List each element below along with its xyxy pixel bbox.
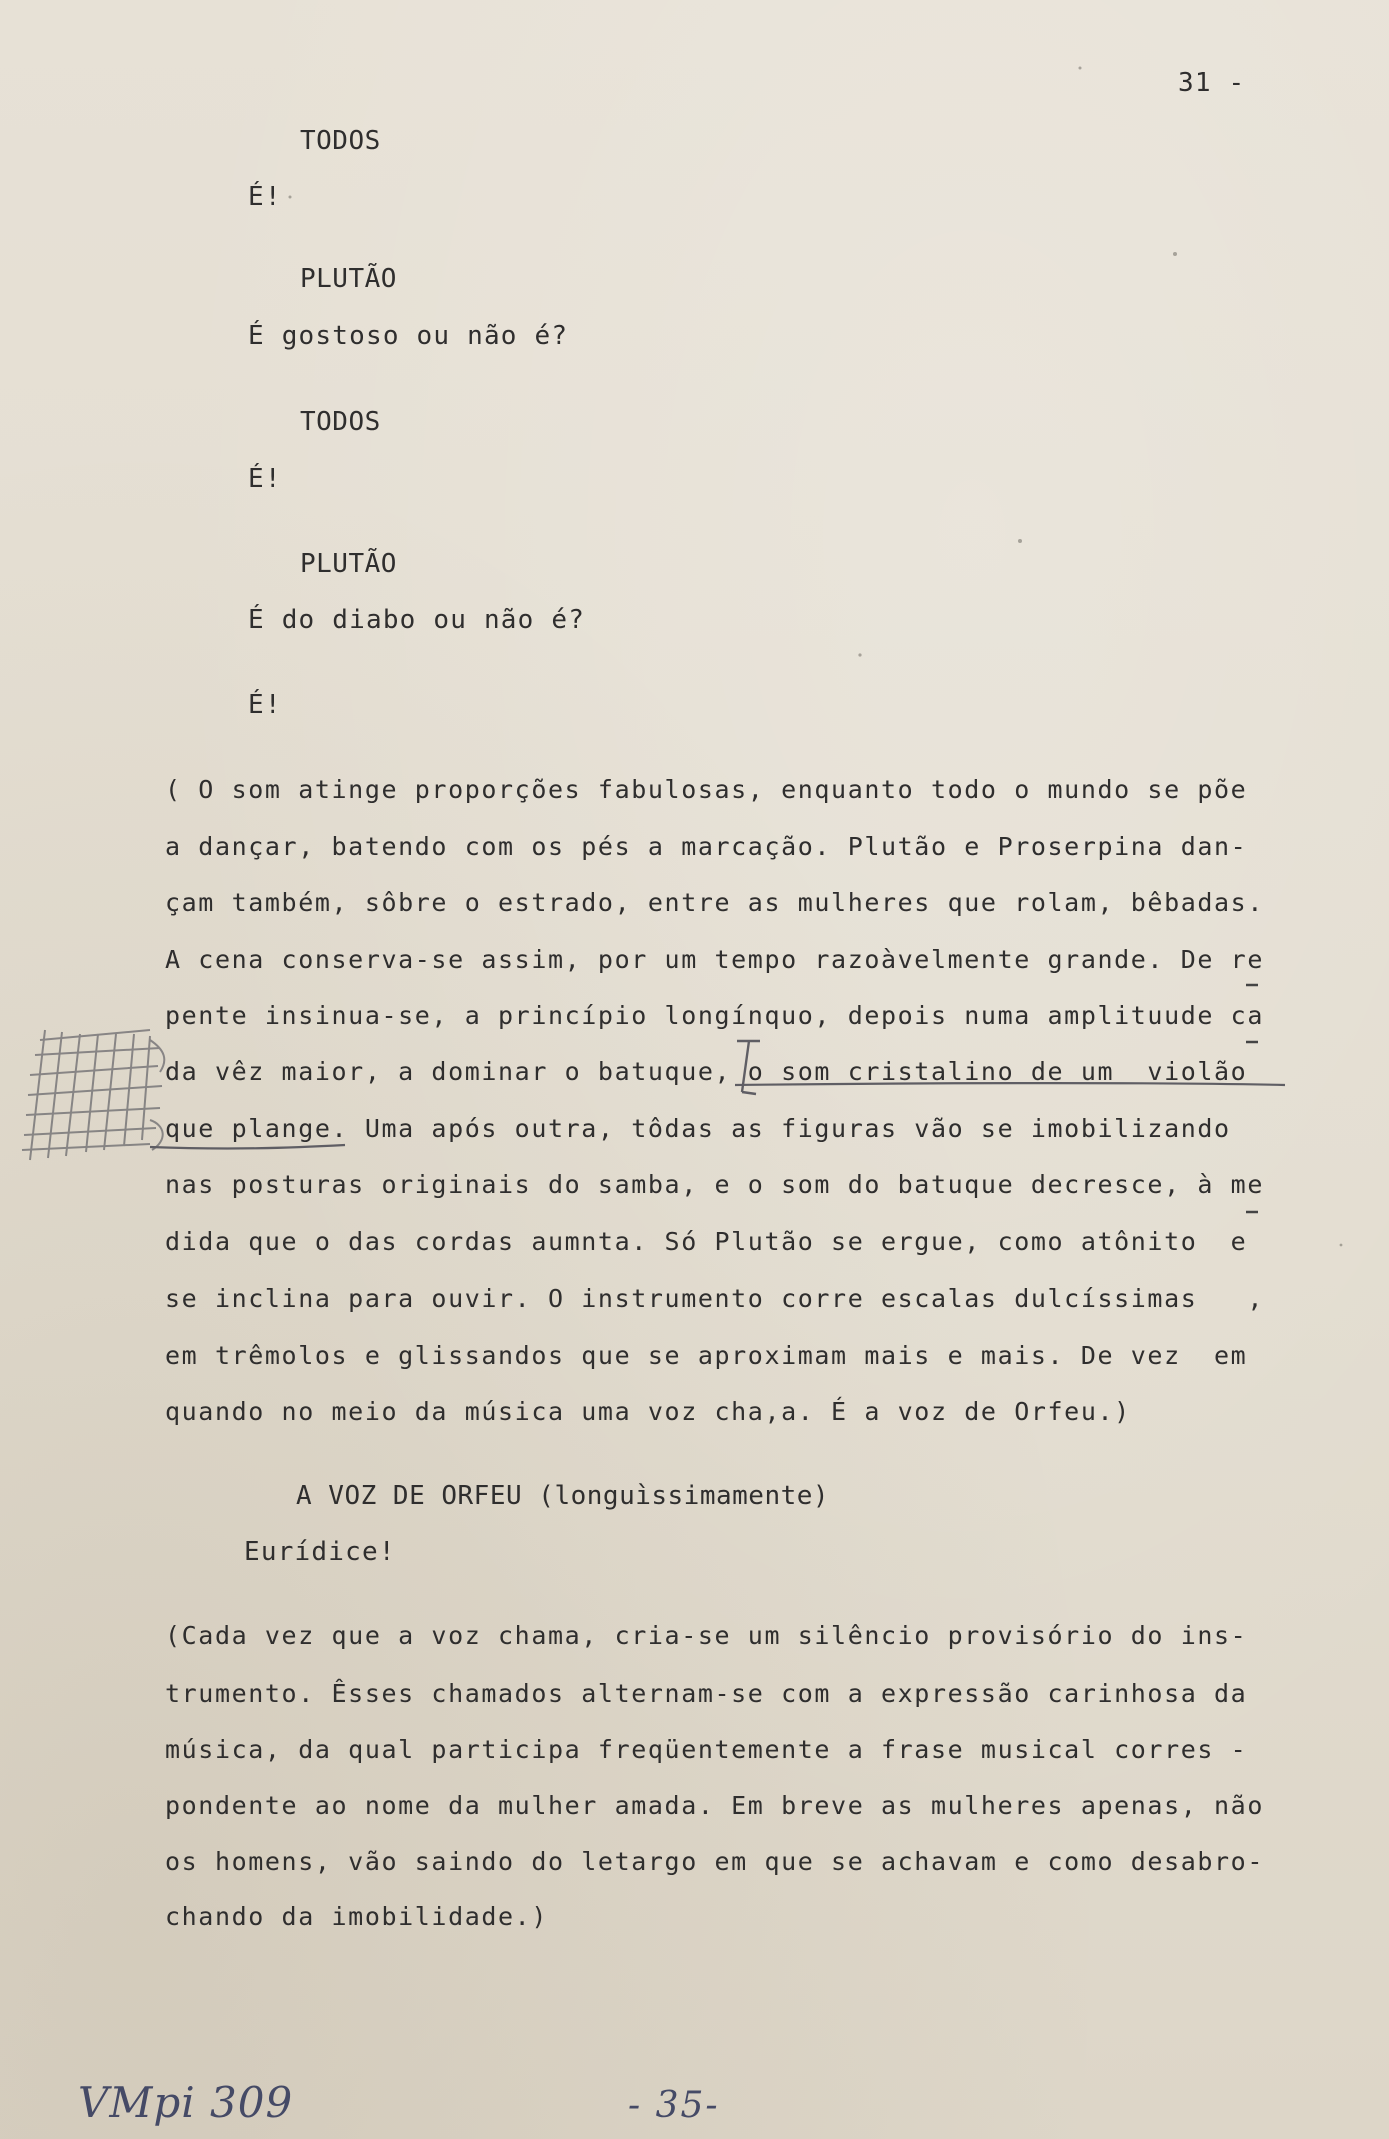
stage-direction-line: a dançar, batendo com os pés a marcação. Plutão e Proserpina dan- (165, 832, 1248, 861)
insert-bracket (737, 1041, 760, 1094)
stage-direction-line: que plange. Uma após outra, tôdas as figuras vão se imobilizando (165, 1114, 1231, 1143)
stage-direction-line: dida que o das cordas aumnta. Só Plutão se ergue, como atônito e (165, 1227, 1248, 1256)
stage-direction-line: nas posturas originais do samba, e o som do batuque decresce, à me (165, 1170, 1264, 1199)
dialogue-line: É do diabo ou não é? (248, 605, 586, 635)
stage-direction-line: pente insinua-se, a princípio longínquo, depois numa amplituude ca (165, 1001, 1264, 1030)
speaker-name: PLUTÃO (300, 549, 397, 579)
margin-scribble (22, 1030, 164, 1160)
stage-direction-line: pondente ao nome da mulher amada. Em breve as mulheres apenas, não (165, 1791, 1264, 1820)
speaker-name: PLUTÃO (300, 264, 397, 294)
stage-direction-line: ( O som atinge proporções fabulosas, enquanto todo o mundo se põe (165, 775, 1248, 804)
page-number: 31 - (1178, 68, 1246, 98)
stage-direction-line: çam também, sôbre o estrado, entre as mulheres que rolam, bêbadas. (165, 888, 1264, 917)
speaker-name: TODOS (300, 407, 381, 437)
archive-mark: VMpi 309 (78, 2078, 294, 2127)
stage-direction-line: se inclina para ouvir. O instrumento corre escalas dulcíssimas , (165, 1284, 1264, 1313)
speaker-name: TODOS (300, 126, 381, 156)
voice-speaker: A VOZ DE ORFEU (longuìssimamente) (296, 1481, 830, 1511)
stage-direction-line: (Cada vez que a voz chama, cria-se um silêncio provisório do ins- (165, 1621, 1248, 1650)
stage-direction-line: A cena conserva-se assim, por um tempo razoàvelmente grande. De re (165, 945, 1264, 974)
stage-direction-line: chando da imobilidade.) (165, 1902, 548, 1931)
dialogue-line: É! (248, 690, 282, 720)
stage-direction-line: em trêmolos e glissandos que se aproximam mais e mais. De vez em (165, 1341, 1248, 1370)
voice-line: Eurídice! (244, 1537, 396, 1567)
dialogue-line: É gostoso ou não é? (248, 321, 569, 351)
footer-page-number: - 35- (628, 2085, 720, 2126)
stage-direction-line: trumento. Êsses chamados alternam-se com a expressão carinhosa da (165, 1679, 1248, 1708)
underline-mark (150, 1145, 345, 1148)
stage-direction-line: música, da qual participa freqüentemente a frase musical corres - (165, 1735, 1248, 1764)
paper-specks (289, 67, 1343, 1247)
dialogue-line: É! (248, 464, 282, 494)
underline-mark (735, 1083, 1285, 1085)
stage-direction-line: da vêz maior, a dominar o batuque, o som cristalino de um violão (165, 1057, 1248, 1086)
stage-direction-line: quando no meio da música uma voz cha,a. É a voz de Orfeu.) (165, 1397, 1131, 1426)
stage-direction-line: os homens, vão saindo do letargo em que se achavam e como desabro- (165, 1847, 1264, 1876)
dialogue-line: É! (248, 182, 282, 212)
